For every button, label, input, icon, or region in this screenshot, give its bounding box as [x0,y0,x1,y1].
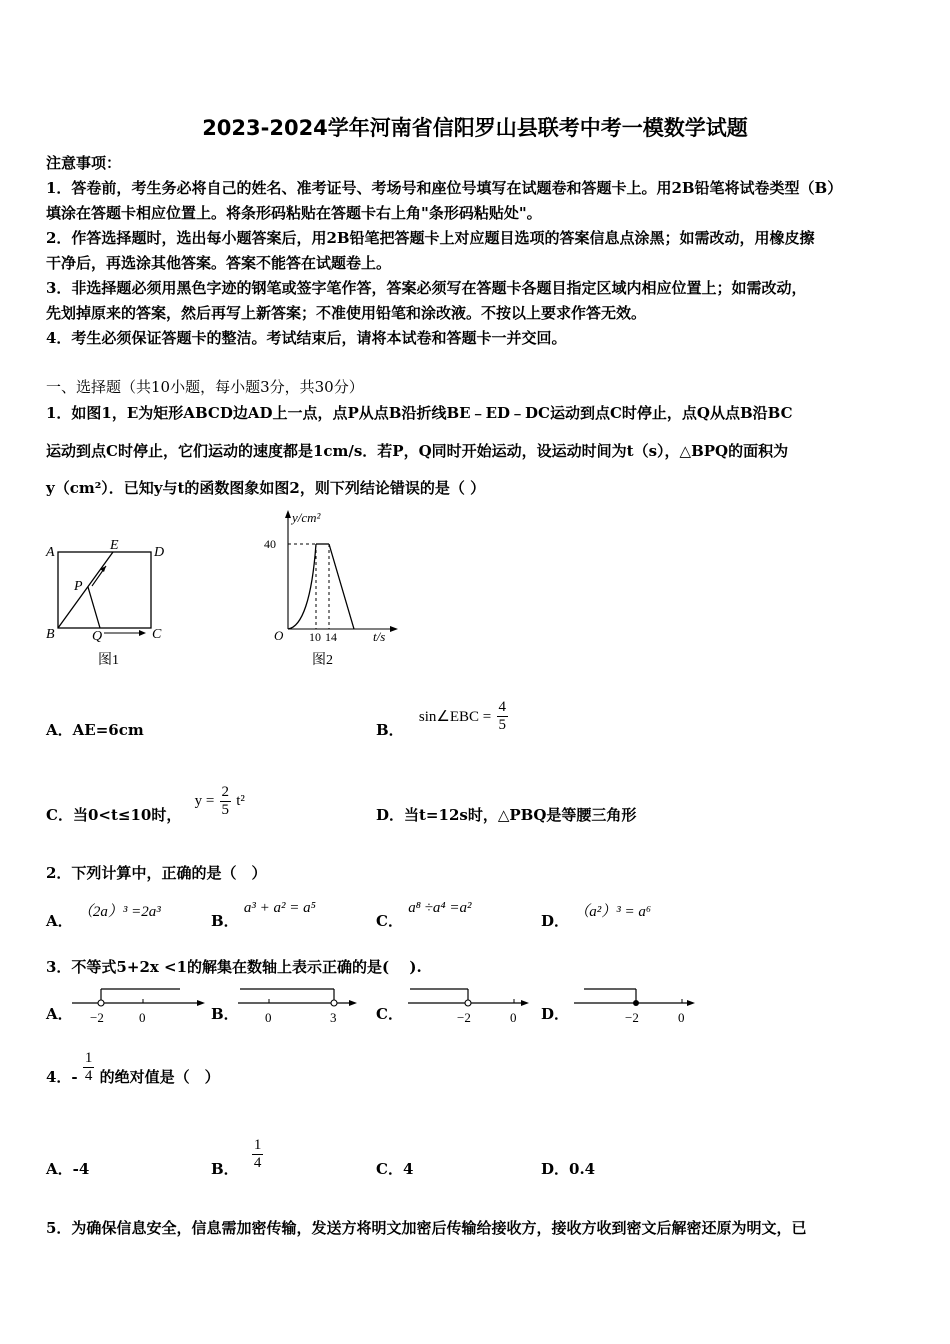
notice-heading: 注意事项： [46,154,122,172]
q1-figure2 [262,504,402,674]
q2-option-a[interactable] [46,900,161,931]
notice-line: 3．非选择题必须用黑色字迹的钢笔或签字笔作答，答案必须写在答题卡各题目指定区域内相应位置上；如需改动， [46,279,807,297]
denominator: 4 [84,1068,93,1084]
option-b-label: B． [211,1160,239,1178]
q4-prefix: 4．- [46,1068,78,1086]
notice-line: 4．考生必须保证答题卡的整洁。考试结束后，请将本试卷和答题卡一并交回。 [46,329,567,347]
denominator: 4 [253,1155,262,1171]
q1-stem-line3: y（cm²）．已知y与t的函数图象如图2，则下列结论错误的是（ ） [46,479,486,497]
option-label: B． [211,912,239,930]
x-axis-arrow [390,626,398,632]
label-e: E [110,538,119,553]
numerator: 1 [84,1050,93,1066]
notice-line: 1．答卷前，考生务必将自己的姓名、准考证号、考场号和座位号填写在试题卷和答题卡上。用2B铅笔将试卷类型（B） [46,179,843,197]
numerator: 1 [253,1137,262,1153]
tick-label: 3 [330,1010,337,1025]
tick-label: −2 [457,1010,471,1025]
option-c-label: C．当0<t≤10时， [46,806,182,824]
y-axis-arrow [285,510,291,518]
q2-option-b[interactable] [211,900,316,931]
q2-option-c[interactable] [376,900,471,931]
q4-fraction [83,1050,95,1085]
q4-stem [46,1048,220,1087]
option-label: D． [541,912,570,930]
option-b-expr: sin∠EBC = [418,709,492,725]
option-c-y: y = [194,793,215,809]
numerator: 4 [498,699,506,715]
option-c-t: t² [236,793,245,809]
option-expr: （a²）³ = a⁶ [574,904,652,920]
q3-option-b-label[interactable]: B． [211,1005,239,1023]
q1-figure1 [40,530,180,675]
q3-number-line-a[interactable] [68,985,208,1027]
label-q: Q [92,629,103,644]
denominator: 5 [221,802,230,818]
tick-label: 0 [678,1010,685,1025]
q3-option-a-label[interactable]: A． [46,1005,73,1023]
tick-label: 0 [139,1010,146,1025]
tick-label: 0 [510,1010,517,1025]
q3-stem: 3．不等式5+2x <1的解集在数轴上表示正确的是( ). [46,958,422,976]
tick-label: −2 [90,1010,104,1025]
label-a: A [46,545,55,560]
q4-suffix: 的绝对值是（ ） [99,1068,220,1086]
q3-number-line-d[interactable] [570,985,705,1027]
segment-pq [88,587,100,628]
tick-14: 14 [325,630,337,644]
tick-label: 0 [265,1010,272,1025]
label-c: C [152,627,162,642]
q2-option-d[interactable] [541,900,651,931]
notice-line: 填涂在答题卡相应位置上。将条形码粘贴在答题卡右上角"条形码粘贴处"。 [46,204,542,222]
q4-option-d[interactable]: D．0.4 [541,1160,596,1178]
segment-fall [329,544,354,629]
option-expr: （2a）³ =2a³ [77,904,161,920]
q3-number-line-c[interactable] [404,985,539,1027]
curve-rise [288,544,316,629]
label-d: D [154,545,165,560]
figure1-caption: 图1 [98,653,119,668]
tick-10: 10 [309,630,321,644]
option-expr: a⁸ ÷a⁴ =a² [408,900,472,916]
tick-label: −2 [625,1010,639,1025]
label-p: P [74,579,83,594]
q2-stem: 2．下列计算中，正确的是（ ） [46,864,267,882]
notice-line: 2．作答选择题时，选出每小题答案后，用2B铅笔把答题卡上对应题目选项的答案信息点涂黑；如需改动，用橡皮擦 [46,229,815,247]
tick-40: 40 [264,537,276,551]
q1-option-c[interactable] [46,778,245,825]
q4-option-b[interactable] [211,1130,263,1179]
arrow-q-head [139,630,146,636]
q4-option-a[interactable]: A．-4 [46,1160,90,1178]
option-b-label: B． [376,721,404,739]
notice-line: 先划掉原来的答案，然后再写上新答案；不准使用铅笔和涂改液。不按以上要求作答无效。 [46,304,647,322]
label-b: B [46,627,55,642]
q3-number-line-b[interactable] [234,985,374,1027]
page-title: 2023-2024学年河南省信阳罗山县联考中考一模数学试题 [202,116,748,140]
q5-stem: 5．为确保信息安全，信息需加密传输，发送方将明文加密后传输给接收方，接收方收到密文后解密还原为明文，已 [46,1219,807,1237]
option-expr: a³ + a² = a⁵ [243,900,316,916]
notice-line: 干净后，再选涂其他答案。答案不能答在试题卷上。 [46,254,392,272]
q3-option-c-label[interactable]: C． [376,1005,403,1023]
q1-option-d[interactable]: D．当t=12s时，△PBQ是等腰三角形 [376,806,637,824]
x-axis-label: t/s [373,629,386,644]
q1-stem-line1: 1．如图1，E为矩形ABCD边AD上一点，点P从点B沿折线BE﹣ED﹣DC运动到点C时停止，点Q从点B沿BC [46,404,793,422]
option-b-fraction [497,699,509,734]
option-b-fraction [252,1137,264,1172]
numerator: 2 [221,784,230,800]
q3-option-d-label[interactable]: D． [541,1005,570,1023]
q1-option-b[interactable] [376,693,508,740]
origin-label: O [274,628,284,643]
segment-be [58,552,113,628]
option-c-fraction [220,784,232,819]
figure2-caption: 图2 [312,653,333,668]
option-label: C． [376,912,403,930]
denominator: 5 [498,717,506,733]
y-axis-label: y/cm² [292,510,321,525]
option-label: A． [46,912,73,930]
q4-option-c[interactable]: C．4 [376,1160,414,1178]
section-heading: 一、选择题（共10小题，每小题3分，共30分） [46,378,364,396]
q1-option-a[interactable]: A．AE=6cm [46,721,144,739]
q1-stem-line2: 运动到点C时停止，它们运动的速度都是1cm/s．若P，Q同时开始运动，设运动时间为t（s），△BPQ的面积为 [46,442,789,460]
